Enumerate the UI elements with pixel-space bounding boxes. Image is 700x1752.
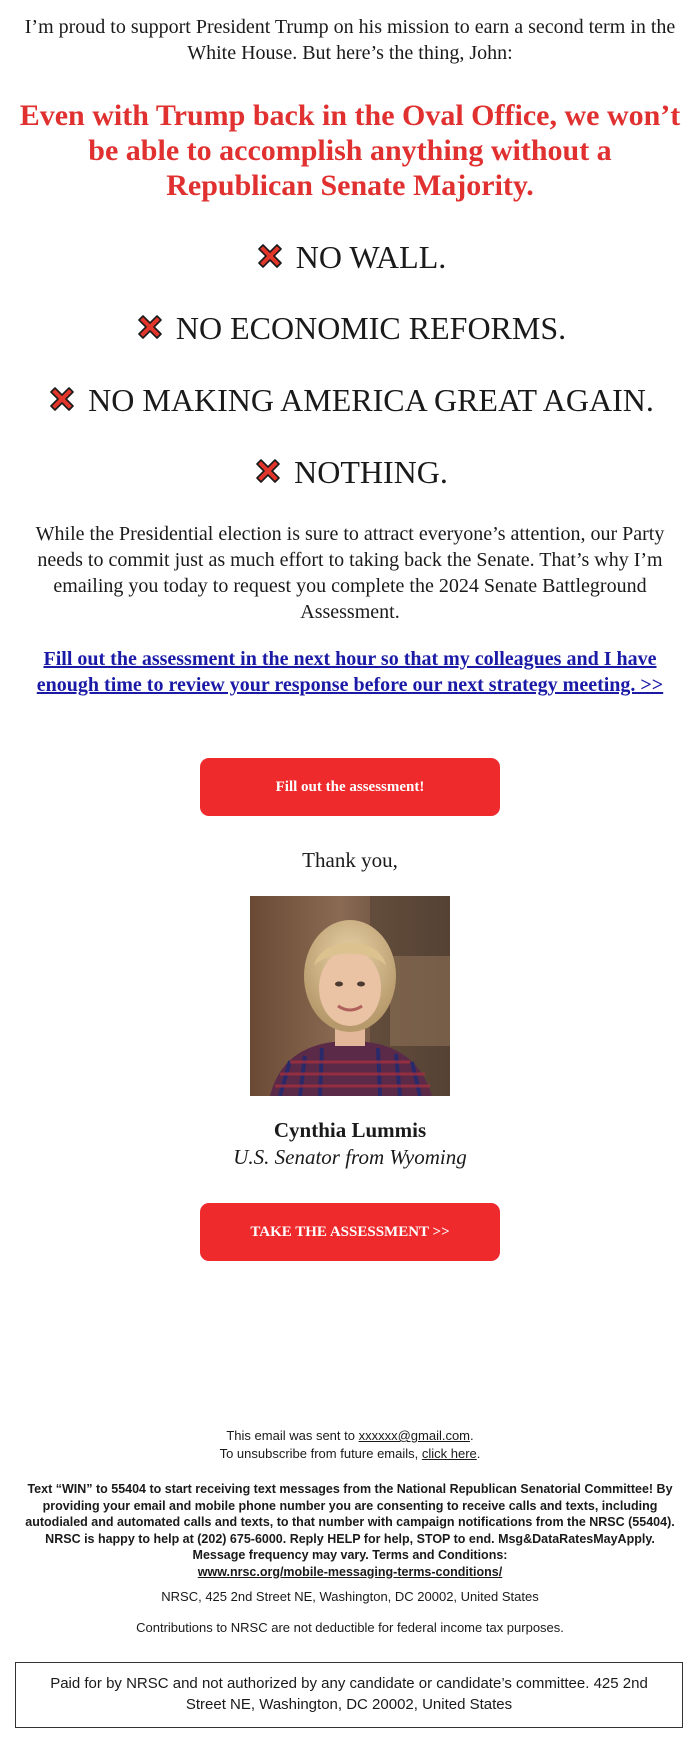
cross-mark-icon: [134, 311, 166, 343]
unsubscribe-suffix: .: [476, 1446, 481, 1461]
footer-address: NRSC, 425 2nd Street NE, Washington, DC 20002, United States: [161, 1589, 539, 1604]
contributions-notice: Contributions to NRSC are not deductible for federal income tax purposes.: [136, 1620, 564, 1635]
no-item: [0, 237, 700, 277]
unsubscribe-link[interactable]: click here: [421, 1446, 477, 1461]
recipient-email-link[interactable]: xxxxxx@gmail.com: [358, 1428, 471, 1443]
paid-for-box: Paid for by NRSC and not authorized by any candidate or candidate’s committee. 425 2nd Street NE, Washington, DC 20002, United States: [15, 1662, 683, 1728]
terms-link[interactable]: www.nrsc.org/mobile-messaging-terms-conditions/: [197, 1564, 503, 1579]
sms-disclaimer-text: Text “WIN” to 55404 to start receiving text messages from the National Republican Senatorial Committee! By providing your email and mobile phone number you are consenting to receive calls and texts, including autodialed and automated calls and texts, to that number with campaign notifications from the NRSC (55404). NRSC is happy to help at (202) 675-6000. Reply HELP for help, STOP to end. Msg&DataRatesMayApply. Message frequency may vary. Terms and Conditions:: [25, 1482, 675, 1562]
headline: Even with Trump back in the Oval Office, we won’t be able to accomplish anything without a Republican Senate Majority.: [19, 99, 681, 202]
unsubscribe-prefix: To unsubscribe from future emails,: [219, 1446, 422, 1461]
no-item-text: NO MAKING AMERICA GREAT AGAIN.: [88, 382, 654, 418]
no-item-text: NO WALL.: [295, 239, 447, 275]
no-item-text: NO ECONOMIC REFORMS.: [175, 310, 567, 346]
sent-prefix: This email was sent to: [226, 1428, 359, 1443]
assessment-link[interactable]: Fill out the assessment in the next hour so that my colleagues and I have enough time to review your response before our next strategy meeting. >>: [36, 648, 664, 696]
senator-photo: [250, 896, 450, 1096]
signer-name: Cynthia Lummis: [273, 1118, 427, 1142]
no-item: [0, 452, 700, 492]
take-assessment-button[interactable]: TAKE THE ASSESSMENT >>: [200, 1203, 500, 1261]
signer-title: U.S. Senator from Wyoming: [233, 1145, 467, 1169]
cross-mark-icon: [46, 383, 78, 415]
cross-mark-icon: [252, 455, 284, 487]
sms-disclaimer: [18, 1481, 682, 1580]
body-paragraph: While the Presidential election is sure to attract everyone’s attention, our Party needs to commit just as much effort to taking back the Senate. That’s why I’m emailing you today to request you complete the 2024 Senate Battleground Assessment.: [35, 523, 665, 623]
sent-suffix: .: [470, 1428, 474, 1443]
no-item-text: NOTHING.: [294, 454, 448, 490]
senator-portrait-image: [250, 896, 450, 1096]
no-item: [0, 308, 700, 348]
cross-mark-icon: [254, 240, 286, 272]
sign-off: Thank you,: [302, 848, 398, 872]
intro-paragraph: I’m proud to support President Trump on his mission to earn a second term in the White House. But here’s the thing, John:: [24, 16, 676, 64]
footer-recipient: [0, 1427, 700, 1463]
no-item: [0, 380, 700, 420]
fill-out-assessment-button[interactable]: Fill out the assessment!: [200, 758, 500, 816]
